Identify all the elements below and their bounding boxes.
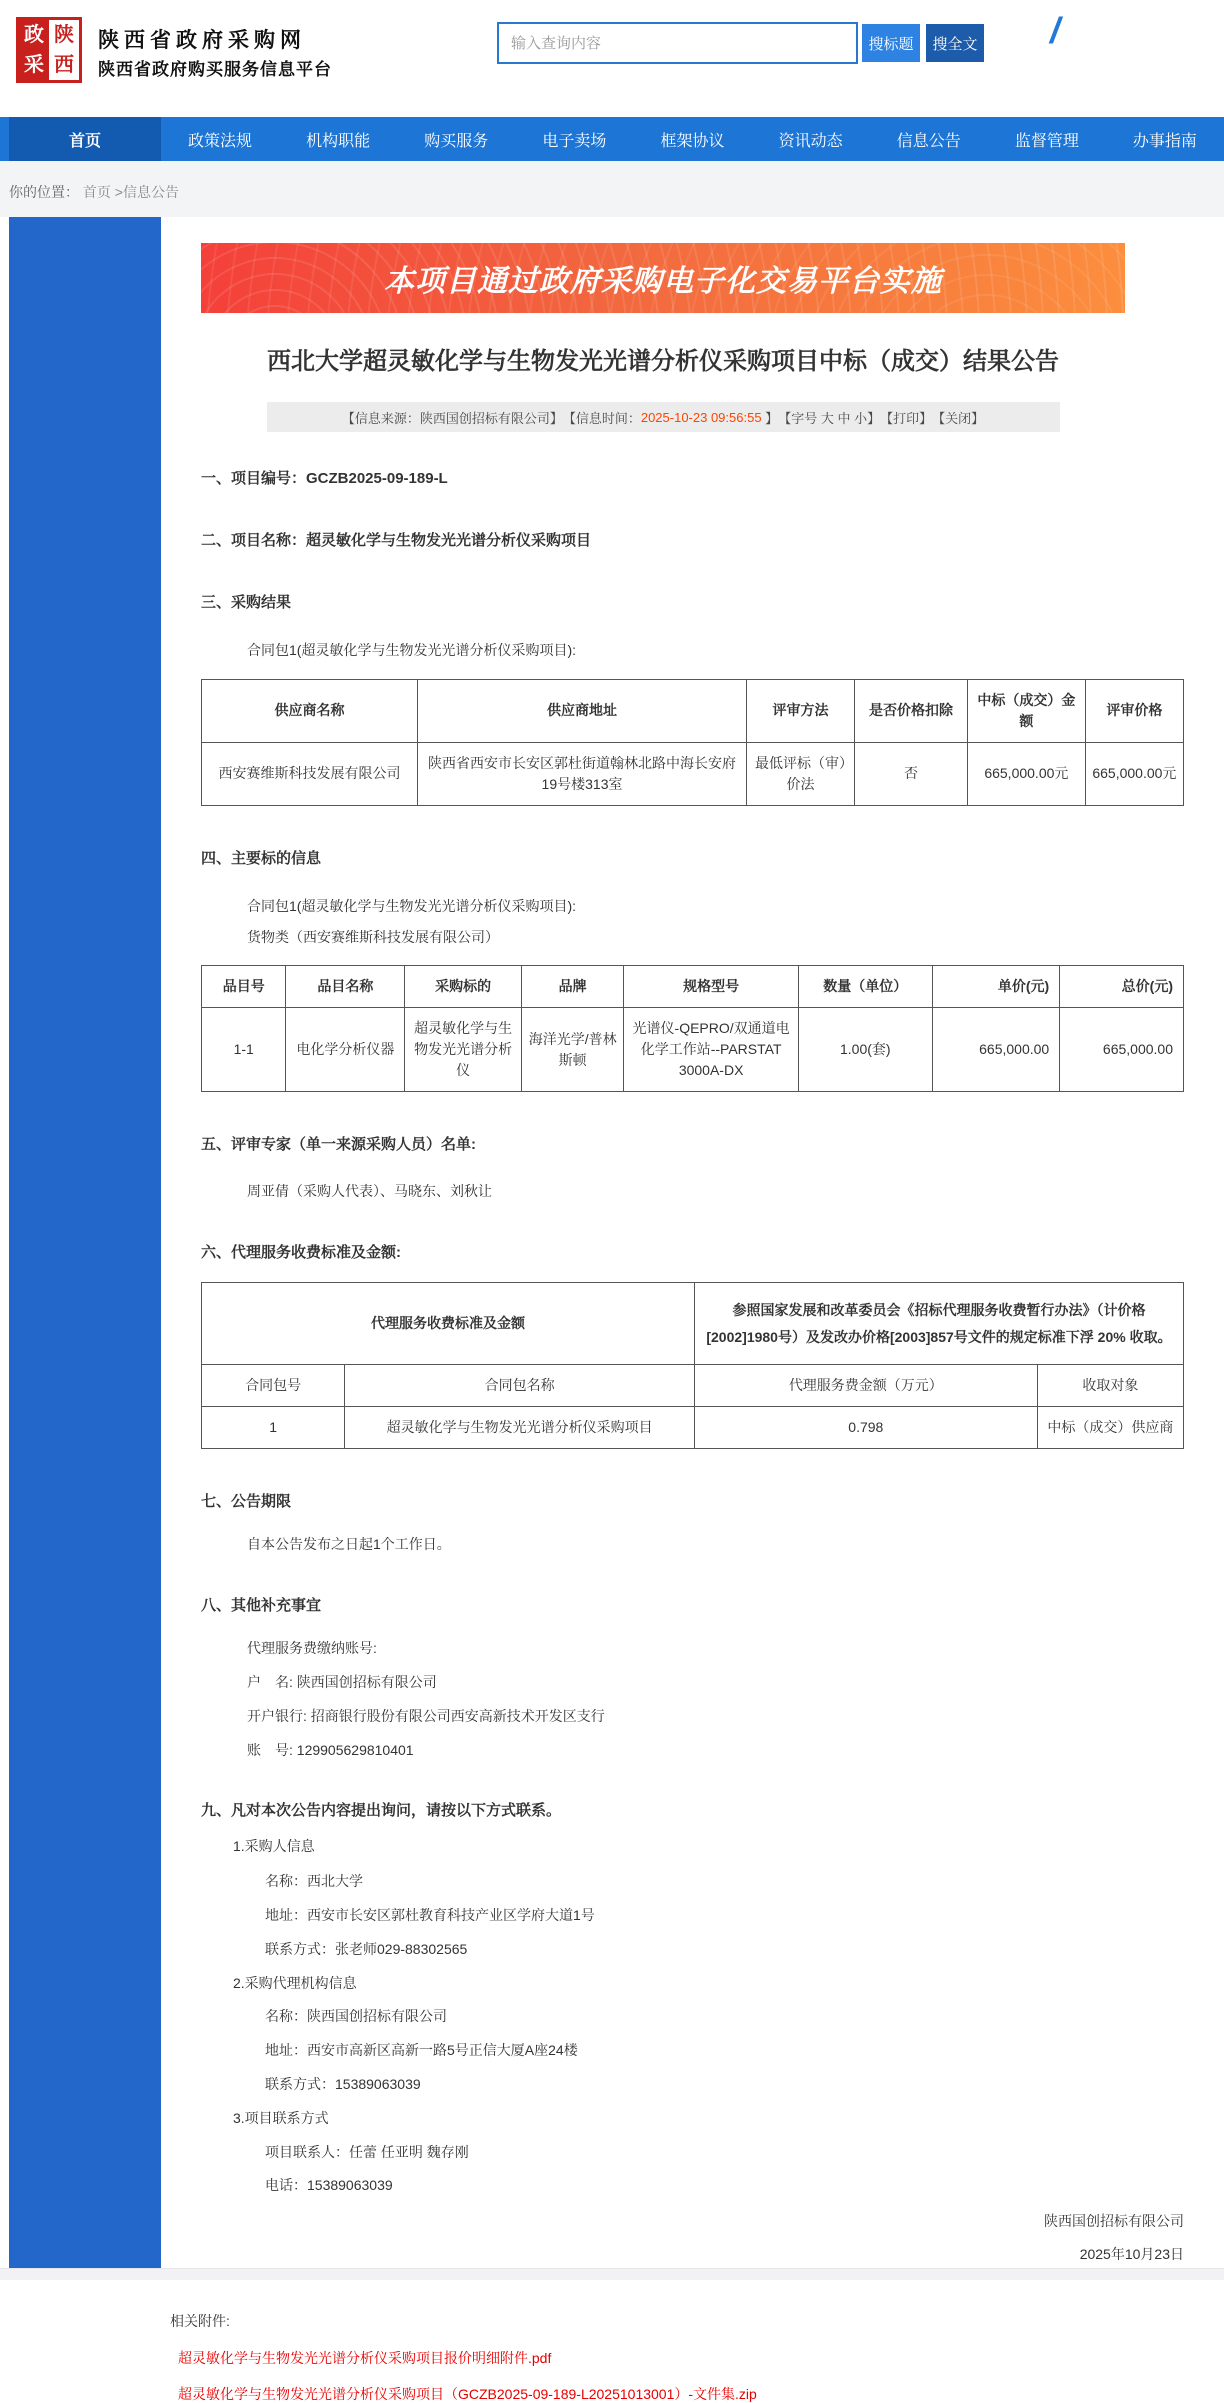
notice-period-text: 自本公告发布之日起1个工作日。 [247,1536,451,1553]
header-cell: 总价(元) [1060,966,1184,1008]
buyer-contact: 联系方式：张老师029-88302565 [265,1940,468,1957]
section-3-heading: 三、采购结果 [201,594,292,611]
header-cell: 供应商地址 [418,679,747,742]
data-cell: 海洋光学/普林斯顿 [522,1008,624,1092]
data-cell: 1.00(套) [799,1008,933,1092]
nav-item-news[interactable]: 资讯动态 [778,132,843,150]
agency-address: 地址：西安市高新区高新一路5号正信大厦A座24楼 [265,2042,578,2059]
package-line: 合同包1(超灵敏化学与生物发光光谱分析仪采购项目): [247,897,576,914]
table-row [202,742,1184,805]
corner-slash-mark: / [1050,10,1061,51]
search-fulltext-button[interactable]: 搜全文 [926,24,984,62]
account-number-line: 账 号: 129905629810401 [247,1741,414,1758]
logo-char: 陕 [49,20,79,50]
section-5-heading: 五、评审专家（单一来源采购人员）名单: [201,1136,476,1154]
site-subtitle: 陕西省政府购买服务信息平台 [98,60,332,79]
content-wrap [0,217,1224,2403]
data-cell: 1 [202,1407,345,1449]
header-cell: 品目名称 [286,966,405,1008]
section-6-heading: 六、代理服务收费标准及金额: [201,1244,401,1262]
article-main [161,217,1224,2403]
attachment-zip-link[interactable]: 超灵敏化学与生物发光光谱分析仪采购项目（GCZB2025-09-189-L20251013001）-文件集.zip [178,2386,757,2403]
section-7-heading: 七、公告期限 [201,1493,292,1511]
nav-item-home[interactable]: 首页 [9,117,161,161]
header-cell: 品目号 [202,966,286,1008]
data-cell: 西安赛维斯科技发展有限公司 [202,742,418,805]
top-header [0,0,1224,117]
header-cell: 规格型号 [624,966,799,1008]
data-cell: 1-1 [202,1008,286,1092]
table-row [202,1407,1184,1449]
article-header [201,243,1125,432]
header-cell: 品牌 [522,966,624,1008]
print-button[interactable]: 【打印】 [880,410,933,426]
header-cell: 评审价格 [1085,679,1183,742]
logo-char: 政 [19,20,49,50]
header-cell: 供应商名称 [202,679,418,742]
nav-item-guide[interactable]: 办事指南 [1132,132,1197,150]
table-header-row [202,966,1184,1008]
page-footer [0,2268,1224,2280]
table-row [202,1008,1184,1092]
payment-account-line: 代理服务费缴纳账号: [247,1640,377,1657]
data-cell: 665,000.00元 [1085,742,1183,805]
fontsize-medium-button[interactable]: 中 [837,410,851,426]
attachment-pdf-link[interactable]: 超灵敏化学与生物发光光谱分析仪采购项目报价明细附件.pdf [178,2349,552,2366]
data-cell: 665,000.00 [932,1008,1060,1092]
meta-time-prefix: 【信息时间： [562,410,641,426]
header-cell: 评审方法 [747,679,855,742]
buyer-name: 名称：西北大学 [265,1873,363,1890]
account-name-line: 户 名: 陕西国创招标有限公司 [247,1673,437,1690]
article-meta-bar [267,402,1060,432]
breadcrumb-label: 你的位置： [9,184,79,200]
main-nav [0,117,1224,161]
data-cell: 0.798 [694,1407,1037,1449]
table-row [202,1283,1184,1365]
header-cell: 是否价格扣除 [855,679,968,742]
header-cell: 合同包号 [202,1365,345,1407]
header-cell: 中标（成交）金额 [967,679,1085,742]
signature-company: 陕西国创招标有限公司 [1044,2213,1184,2230]
nav-item-policy[interactable]: 政策法规 [188,132,253,150]
nav-item-supervision[interactable]: 监督管理 [1014,132,1079,150]
logo-char: 西 [49,50,79,80]
header-cell: 数量（单位） [799,966,933,1008]
fee-standard-label-cell: 代理服务收费标准及金额 [202,1283,695,1365]
meta-time-value: 2025-10-23 09:56:55 [640,409,762,425]
close-button[interactable]: 【关闭】 [932,410,985,426]
data-cell: 电化学分析仪器 [286,1008,405,1092]
meta-source: 【信息来源：陕西国创招标有限公司】 [341,410,563,426]
table-header-row [202,679,1184,742]
header-cell: 采购标的 [405,966,522,1008]
platform-banner: 本项目通过政府采购电子化交易平台实施 [201,243,1125,313]
expert-names: 周亚倩（采购人代表）、马晓东、刘秋让 [247,1183,492,1200]
package-line: 合同包1(超灵敏化学与生物发光光谱分析仪采购项目): [247,642,576,658]
buyer-info-title: 1.采购人信息 [233,1838,315,1855]
nav-item-framework-agreement[interactable]: 框架协议 [660,132,725,150]
nav-item-purchase-services[interactable]: 购买服务 [424,132,489,150]
project-contacts: 项目联系人：任蕾 任亚明 魏存刚 [265,2143,469,2160]
header-cell: 合同包名称 [345,1365,695,1407]
data-cell: 光谱仪-QEPRO/双通道电化学工作站--PARSTAT 3000A-DX [624,1008,799,1092]
section-2-heading: 二、项目名称：超灵敏化学与生物发光光谱分析仪采购项目 [201,532,592,549]
meta-fontsize-label: 【字号 [778,410,818,426]
fee-standard-desc-cell: 参照国家发展和改革委员会《招标代理服务收费暂行办法》（计价格[2002]1980号）及发改办价格[2003]857号文件的规定标准下浮 20% 收取。 [694,1283,1183,1365]
data-cell: 超灵敏化学与生物发光光谱分析仪 [405,1008,522,1092]
meta-fontsize-suffix: 】 [867,410,881,426]
page-title: 西北大学超灵敏化学与生物发光光谱分析仪采购项目中标（成交）结果公告 [267,348,1059,375]
data-cell: 陕西省西安市长安区郭杜街道翰林北路中海长安府19号楼313室 [418,742,747,805]
breadcrumb-home-link[interactable]: 首页 [82,184,111,200]
search-title-button[interactable]: 搜标题 [862,24,920,62]
nav-item-announcements[interactable]: 信息公告 [896,132,961,150]
logo-char: 采 [19,50,49,80]
signature-block [201,2213,1184,2263]
header-cell: 单价(元) [932,966,1060,1008]
section-8-heading: 八、其他补充事宜 [201,1597,322,1615]
meta-time-suffix: 】 [761,410,779,426]
data-cell: 中标（成交）供应商 [1037,1407,1183,1449]
section-9-heading: 九、凡对本次公告内容提出询问，请按以下方式联系。 [201,1802,562,1820]
search-input[interactable] [497,22,858,64]
table-header-row [202,1365,1184,1407]
site-logo-icon [16,17,82,83]
attachments-label: 相关附件: [170,2312,230,2329]
side-strip [9,217,161,2268]
site-title: 陕西省政府采购网 [98,29,306,52]
items-table [201,965,1184,1092]
fontsize-large-button[interactable]: 大 [820,410,834,426]
data-cell: 超灵敏化学与生物发光光谱分析仪采购项目 [345,1407,695,1449]
bank-line: 开户银行: 招商银行股份有限公司西安高新技术开发区支行 [247,1707,605,1724]
buyer-address: 地址：西安市长安区郭杜教育科技产业区学府大道1号 [265,1906,595,1923]
header-cell: 代理服务费金额（万元） [694,1365,1037,1407]
agency-name: 名称：陕西国创招标有限公司 [265,2008,447,2025]
project-contact-title: 3.项目联系方式 [233,2109,329,2126]
data-cell: 665,000.00元 [967,742,1085,805]
section-4-heading: 四、主要标的信息 [201,849,322,867]
fontsize-small-button[interactable]: 小 [854,410,868,426]
attachments-block [170,2313,1184,2403]
fee-table [201,1282,1184,1449]
agency-contact: 联系方式：15389063039 [265,2075,421,2092]
data-cell: 665,000.00 [1060,1008,1184,1092]
nav-item-e-mall[interactable]: 电子卖场 [542,132,607,150]
category-line: 货物类（西安赛维斯科技发展有限公司） [247,928,499,945]
data-cell: 否 [855,742,968,805]
breadcrumb-separator: > [110,184,123,200]
breadcrumb [0,161,1224,217]
signature-date: 2025年10月23日 [1079,2245,1184,2262]
header-cell: 收取对象 [1037,1365,1183,1407]
data-cell: 最低评标（审）价法 [747,742,855,805]
section-1-heading: 一、项目编号：GCZB2025-09-189-L [201,470,448,487]
nav-item-org-functions[interactable]: 机构职能 [306,132,371,150]
result-table [201,679,1184,806]
project-phone: 电话：15389063039 [265,2177,393,2194]
agency-info-title: 2.采购代理机构信息 [233,1974,357,1991]
breadcrumb-current-link[interactable]: 信息公告 [122,184,179,200]
